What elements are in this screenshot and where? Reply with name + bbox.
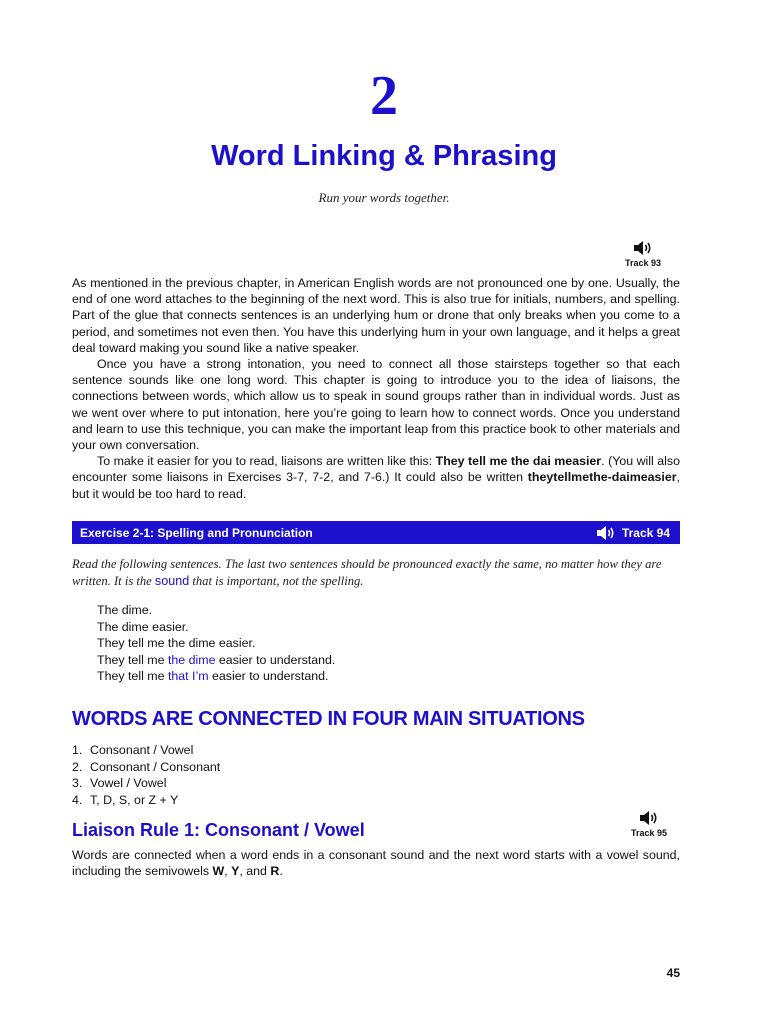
semivowel: Y: [231, 864, 240, 879]
exercise-header: [72, 521, 680, 544]
instructions-text: that is important, not the spelling.: [189, 573, 364, 588]
semivowel: W: [212, 864, 225, 879]
sentence-highlight: the dime: [167, 652, 216, 667]
rule-heading: Liaison Rule 1: Consonant / Vowel: [72, 820, 365, 840]
p3-text: , but it would be too hard to read.: [72, 470, 680, 501]
separator: .: [279, 864, 283, 879]
sentence-highlight: that I’m: [167, 669, 209, 684]
sentence-text: The dime.: [97, 603, 153, 617]
rule-text: [72, 847, 680, 879]
list-text: Consonant / Vowel: [90, 743, 194, 757]
p3-text: To make it easier for you to read, liaisons are written like this:: [97, 454, 436, 469]
audio-track-94[interactable]: [596, 525, 670, 541]
list-item: [72, 792, 220, 809]
chapter-number: 2: [370, 65, 398, 127]
sentence-text: They tell me: [97, 652, 168, 667]
list-text: Vowel / Vowel: [90, 776, 167, 791]
intro-paragraph-3: [72, 453, 680, 502]
page-number: 45: [666, 966, 680, 980]
separator: , and: [239, 864, 271, 879]
chapter-epigraph: Run your words together.: [318, 190, 450, 205]
sentence: [97, 668, 335, 685]
speaker-icon: [633, 240, 653, 256]
exercise-sentences: [97, 602, 335, 685]
sentence: [97, 619, 335, 636]
speaker-icon: [639, 810, 659, 826]
track-label: Track 93: [624, 258, 662, 268]
sentence: [97, 602, 335, 619]
sentence-text: easier to understand.: [215, 652, 336, 667]
instructions-emphasis: sound: [154, 573, 190, 588]
sentence-text: They tell me: [97, 669, 168, 684]
audio-track-93[interactable]: [613, 240, 673, 268]
list-number: 4.: [72, 792, 83, 807]
list-text: T, D, S, or Z + Y: [90, 792, 179, 807]
list-item: [72, 759, 220, 776]
list-number: 1.: [72, 743, 83, 757]
list-item: [72, 775, 220, 792]
sentence-text: easier to understand.: [208, 669, 329, 684]
intro-paragraph-2: Once you have a strong intonation, you need to connect all those stairsteps together so that each sentence sounds like one long word. This chapter is going to introduce you to the idea of liaisons, the connections between words, which allow us to speak in sound groups rather than in individual words. Just as we went over where to put intonation, here you’re going to learn how to connect words. Once you understand and learn to use this technique, you can make the important leap from this practice book to other materials and your own conversation.: [72, 357, 680, 453]
intro-paragraph-1: As mentioned in the previous chapter, in American English words are not pronounced one by one. Usually, the end of one word attaches to the beginning of the next word. This is also true for initials, numbers, and spelling. Part of the glue that connects sentences is an underlying hum or drone that only breaks when you come to a period, and sometimes not even then. You have this underlying hum in your own language, and it helps a great deal toward making you sound like a native speaker.: [72, 276, 680, 355]
audio-track-95[interactable]: [619, 810, 679, 838]
list-number: 3.: [72, 776, 83, 791]
sentence-text: The dime easier.: [97, 619, 189, 634]
rule-text-part: Words are connected when a word ends in a consonant sound and the next word starts with a vowel sound, including the semivowels: [72, 848, 680, 879]
situation-list: [72, 742, 220, 808]
liaison-example: They tell me the dai measier: [435, 454, 602, 469]
exercise-title: Exercise 2-1: Spelling and Pronunciation: [80, 525, 313, 540]
list-item: [72, 742, 220, 759]
liaison-example-joined: theytellmethe-daimeasier: [527, 470, 677, 485]
track-label: Track 94: [621, 525, 670, 540]
intro-text: [72, 275, 680, 502]
section-heading: WORDS ARE CONNECTED IN FOUR MAIN SITUATIONS: [72, 708, 585, 730]
semivowel: R: [270, 864, 280, 879]
exercise-instructions: [72, 556, 680, 589]
separator: ,: [224, 864, 232, 879]
p3-text: . (You will also encounter some liaisons in Exercises 3-7, 7-2, and 7-6.) It could also be written: [72, 454, 681, 485]
sentence: [97, 635, 335, 652]
sentence-text: They tell me the dime easier.: [97, 636, 256, 651]
instructions-text: Read the following sentences. The last two sentences should be pronounced exactly the same, no matter how they are written. It is the: [72, 557, 662, 588]
chapter-title: Word Linking & Phrasing: [211, 140, 557, 172]
sentence: [97, 652, 335, 669]
list-text: Consonant / Consonant: [90, 759, 221, 774]
track-label: Track 95: [630, 828, 668, 838]
speaker-icon: [596, 525, 616, 541]
list-number: 2.: [72, 759, 83, 774]
